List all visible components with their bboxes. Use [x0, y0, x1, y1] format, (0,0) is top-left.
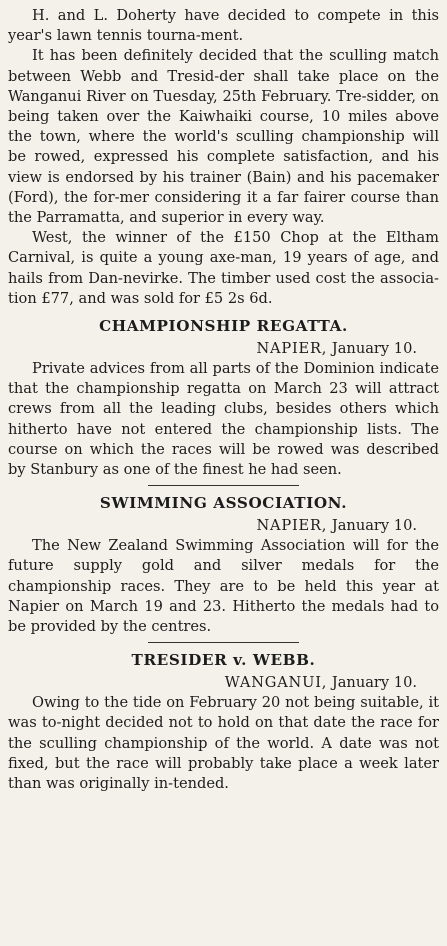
article-paragraph-sculling-match	[8, 46, 439, 228]
section-body-swimming	[8, 536, 439, 637]
dateline-place: WANGANUI,	[224, 674, 328, 692]
paragraph-text: H. and L. Doherty have decided to compete in this year's lawn tennis tourna-ment.	[8, 7, 439, 45]
article-paragraph-axeman	[8, 228, 439, 309]
dateline-date: January 10.	[331, 517, 417, 535]
dateline-date: January 10.	[331, 340, 417, 358]
section-heading-swimming: SWIMMING ASSOCIATION.	[99, 494, 348, 513]
section-heading-tresider-webb: TRESIDER v. WEBB.	[131, 651, 316, 670]
dateline-date: January 10.	[331, 674, 417, 692]
section-divider	[148, 642, 299, 643]
paragraph-text: West, the winner of the £150 Chop at the Eltham Carnival, is quite a young axe-man, 19 years of age, and hails from Dan-nevirke. The timber used cost the associa-tion £77, and was sold for £5 2s 6d.	[8, 229, 439, 307]
paragraph-text: Owing to the tide on February 20 not being suitable, it was to-night decided not to hold on that date the race for the sculling championship of the world. A date was not fixed, but the race will probably take place a week later than was originally in-tended.	[8, 694, 439, 793]
section-body-tresider-webb	[8, 693, 439, 794]
article-paragraph-doherty	[8, 6, 439, 46]
paragraph-text: It has been definitely decided that the sculling match between Webb and Tresid-der shall take place on the Wanganui River on Tuesday, 25th February. Tre-sidder, on being taken over the Kaiwhaiki course, 10 miles above the town, where the world's sculling championship will be rowed, expressed his complete satisfaction, and his view is endorsed by his trainer (Bain) and his pacemaker (Ford), the for-mer considering it a far fairer course than the Parramatta, and superior in every way.	[8, 47, 439, 227]
section-body-regatta	[8, 359, 439, 480]
dateline-place: NAPIER,	[256, 340, 328, 358]
section-heading-regatta: CHAMPIONSHIP REGATTA.	[99, 317, 348, 336]
dateline-place: NAPIER,	[256, 517, 328, 535]
dateline-tresider-webb	[8, 673, 439, 693]
section-divider	[148, 485, 299, 486]
paragraph-text: The New Zealand Swimming Association will for the future supply gold and silver medals for the championship races. They are to be held this year at Napier on March 19 and 23. Hitherto the medals had to be provided by the centres.	[8, 537, 439, 636]
dateline-regatta	[8, 339, 439, 359]
paragraph-text: Private advices from all parts of the Dominion indicate that the championship regatta on March 23 will attract crews from all the leading clubs, besides others which hitherto have not entered the championship lists. The course on which the races will be rowed was described by Stanbury as one of the finest he had seen.	[8, 360, 439, 479]
dateline-swimming	[8, 516, 439, 536]
